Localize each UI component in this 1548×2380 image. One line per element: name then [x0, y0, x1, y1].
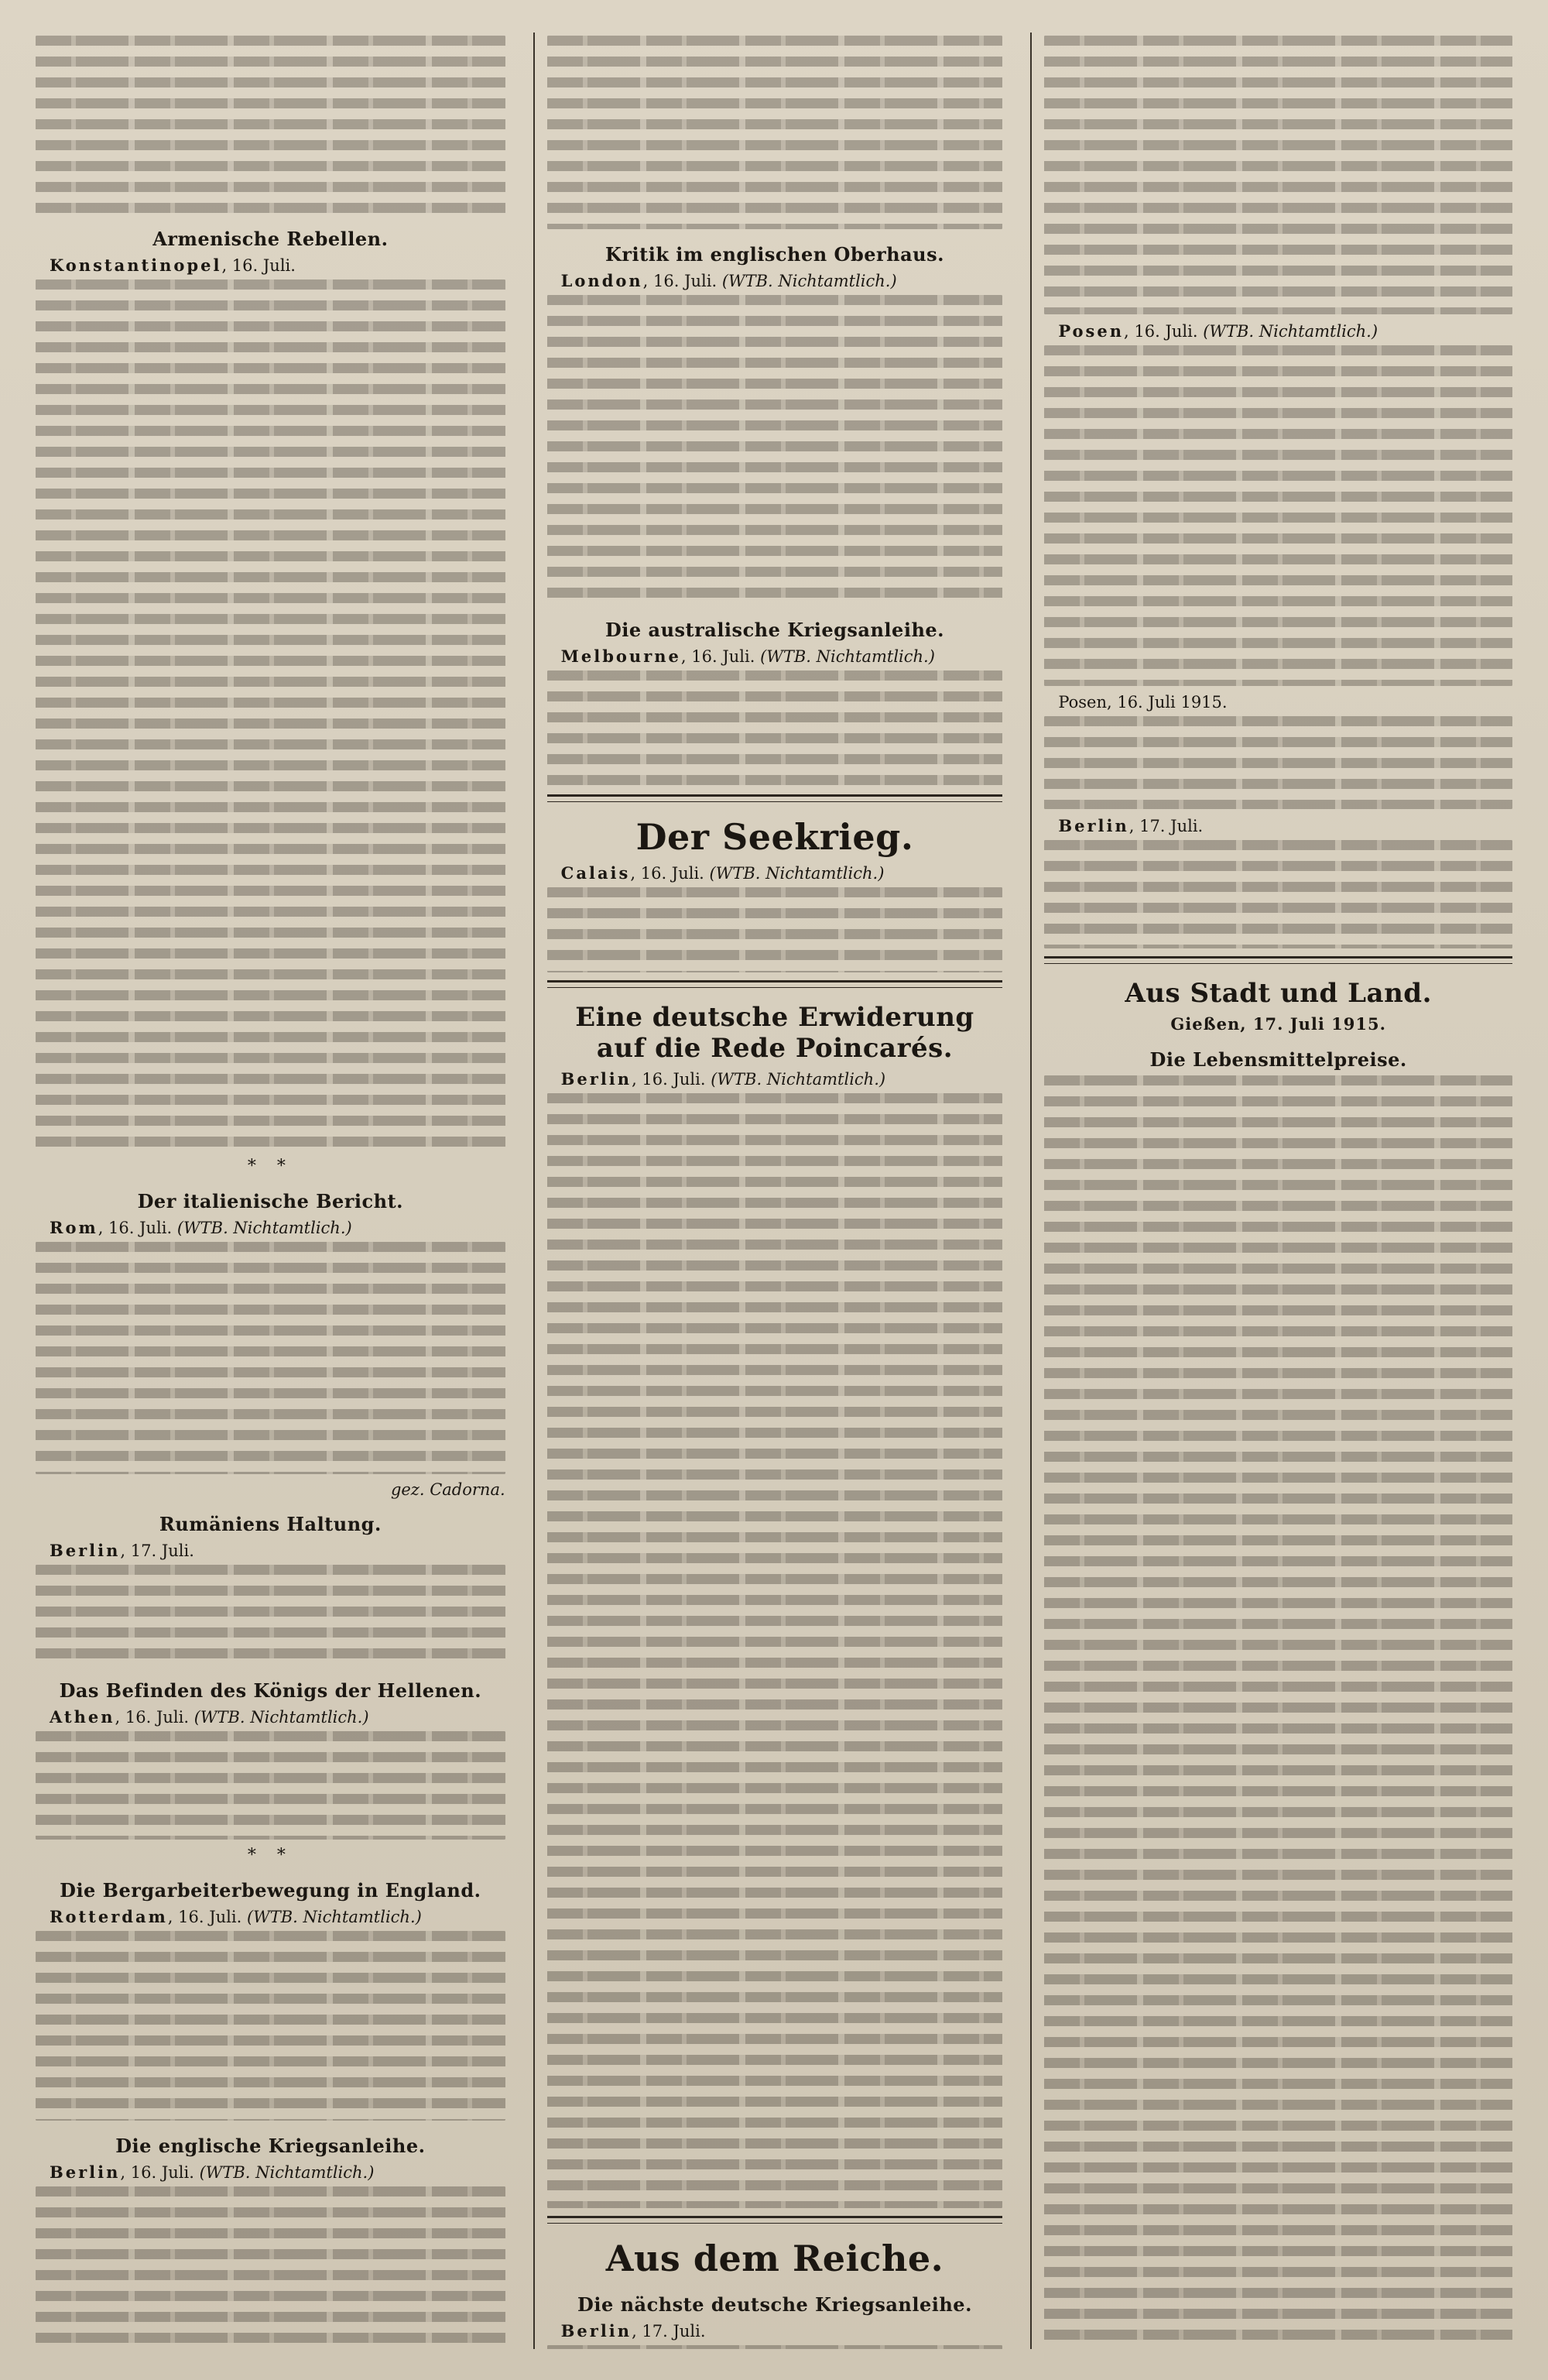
article-text: [1044, 840, 1512, 948]
dateline-city: Rotterdam: [50, 1907, 168, 1926]
article-text: [547, 2345, 1003, 2349]
column-3: [1030, 33, 1512, 2349]
article-text: [36, 1242, 505, 1474]
heading-bergarbeiterbewegung: Die Bergarbeiterbewegung in England.: [60, 1879, 481, 1902]
heading-australische-kriegsanleihe: Die australische Kriegsanleihe.: [604, 619, 945, 641]
dateline-berlin-2: [36, 2162, 505, 2183]
dateline-city: Berlin: [1058, 816, 1129, 835]
article-text: [36, 36, 505, 214]
dateline-date: , 17. Juli.: [632, 2322, 706, 2341]
dateline-london: [547, 270, 1003, 292]
dateline-date: , 16. Juli.: [221, 256, 296, 275]
dateline-date: , 16. Juli.: [642, 272, 717, 290]
article-text: [1044, 345, 1512, 686]
article-text: [547, 1093, 1003, 2208]
dateline-source: (WTB. Nichtamtlich.): [711, 1070, 886, 1089]
heading-aus-stadt-und-land: Aus Stadt und Land.: [1125, 978, 1432, 1009]
dateline-date: , 16. Juli.: [632, 1070, 706, 1089]
article-text: [36, 279, 505, 1151]
dateline-date: , 16. Juli.: [115, 1708, 190, 1727]
dateline-city: Melbourne: [560, 646, 681, 666]
dateline-date: , 16. Juli.: [167, 1908, 242, 1926]
column-grid: [36, 33, 1512, 2349]
column-1: [36, 33, 518, 2349]
dateline-giessen: Gießen, 17. Juli 1915.: [1170, 1014, 1386, 1034]
article-text: [1044, 36, 1512, 314]
heading-aus-dem-reiche: Aus dem Reiche.: [605, 2238, 944, 2279]
dateline-city: Berlin: [50, 1541, 121, 1560]
heading-englische-kriegsanleihe: Die englische Kriegsanleihe.: [115, 2135, 426, 2157]
dateline-melbourne: [547, 646, 1003, 667]
heading-lebensmittelpreise: Die Lebensmittelpreise.: [1149, 1048, 1407, 1071]
dateline-source: (WTB. Nichtamtlich.): [760, 647, 935, 666]
dateline-konstantinopel: [36, 255, 505, 276]
dateline-city: Posen: [1058, 321, 1125, 341]
dateline-posen-2: Posen, 16. Juli 1915.: [1058, 693, 1228, 712]
dateline-city: Berlin: [560, 1069, 632, 1089]
heading-italienischer-bericht: Der italienische Bericht.: [137, 1190, 404, 1212]
article-text: [547, 887, 1003, 972]
section-rule: [547, 2216, 1003, 2224]
heading-kritik-oberhaus: Kritik im englischen Oberhaus.: [605, 243, 944, 266]
dateline-date: , 16. Juli.: [1124, 322, 1198, 341]
section-rule: [1044, 956, 1512, 964]
heading-armenische-rebellen: Armenische Rebellen.: [152, 228, 389, 250]
heading-erwiderung-poincare: Eine deutsche Erwiderung auf die Rede Poincarés.: [575, 1002, 974, 1064]
dateline-date: , 17. Juli.: [120, 1542, 194, 1560]
heading-naechste-kriegsanleihe: Die nächste deutsche Kriegsanleihe.: [577, 2293, 972, 2316]
dateline-berlin-3: [547, 1068, 1003, 1090]
dateline-posen: [1044, 321, 1512, 342]
dateline-city: Athen: [50, 1707, 115, 1727]
article-text: [36, 1731, 505, 1840]
dateline-berlin-1: [36, 1540, 505, 1562]
dateline-rom: [36, 1217, 505, 1239]
dateline-date: , 16. Juli.: [680, 647, 755, 666]
dateline-berlin-5: [1044, 815, 1512, 837]
heading-rumaeniens-haltung: Rumäniens Haltung.: [159, 1513, 382, 1535]
dateline-city: Berlin: [50, 2162, 121, 2182]
separator-asterisks: * *: [247, 1157, 293, 1176]
article-text: [547, 36, 1003, 229]
dateline-source: (WTB. Nichtamtlich.): [176, 1219, 352, 1237]
dateline-berlin-4: [547, 2320, 1003, 2342]
dateline-source: (WTB. Nichtamtlich.): [246, 1908, 422, 1926]
dateline-source: (WTB. Nichtamtlich.): [194, 1708, 369, 1727]
article-text: [1044, 716, 1512, 809]
article-text: [1044, 1075, 1512, 2345]
article-text: [36, 2186, 505, 2349]
separator-asterisks: * *: [247, 1846, 293, 1865]
dateline-date: , 16. Juli.: [98, 1219, 173, 1237]
dateline-city: Calais: [560, 863, 631, 883]
section-rule: [547, 794, 1003, 802]
dateline-athen: [36, 1706, 505, 1728]
article-text: [36, 1565, 505, 1665]
heading-seekrieg: Der Seekrieg.: [635, 816, 914, 858]
dateline-date: , 16. Juli.: [630, 864, 704, 883]
article-text: [547, 670, 1003, 787]
dateline-source: (WTB. Nichtamtlich.): [721, 272, 897, 290]
column-2: [533, 33, 1015, 2349]
dateline-city: Rom: [50, 1218, 98, 1237]
section-rule: [547, 980, 1003, 988]
article-text: [36, 1931, 505, 2121]
dateline-source: (WTB. Nichtamtlich.): [199, 2163, 375, 2182]
dateline-city: London: [560, 271, 643, 290]
dateline-date: , 16. Juli.: [120, 2163, 194, 2182]
dateline-source: (WTB. Nichtamtlich.): [1203, 322, 1378, 341]
heading-befinden-koenigs: Das Befinden des Königs der Hellenen.: [59, 1679, 482, 1702]
dateline-city: Konstantinopel: [50, 255, 222, 275]
dateline-date: , 17. Juli.: [1128, 817, 1204, 835]
dateline-calais: [547, 862, 1003, 884]
article-text: [547, 295, 1003, 605]
signoff-cadorna: gez. Cadorna.: [390, 1480, 505, 1499]
dateline-rotterdam: [36, 1906, 505, 1928]
dateline-source: (WTB. Nichtamtlich.): [709, 864, 885, 883]
dateline-city: Berlin: [560, 2321, 632, 2341]
